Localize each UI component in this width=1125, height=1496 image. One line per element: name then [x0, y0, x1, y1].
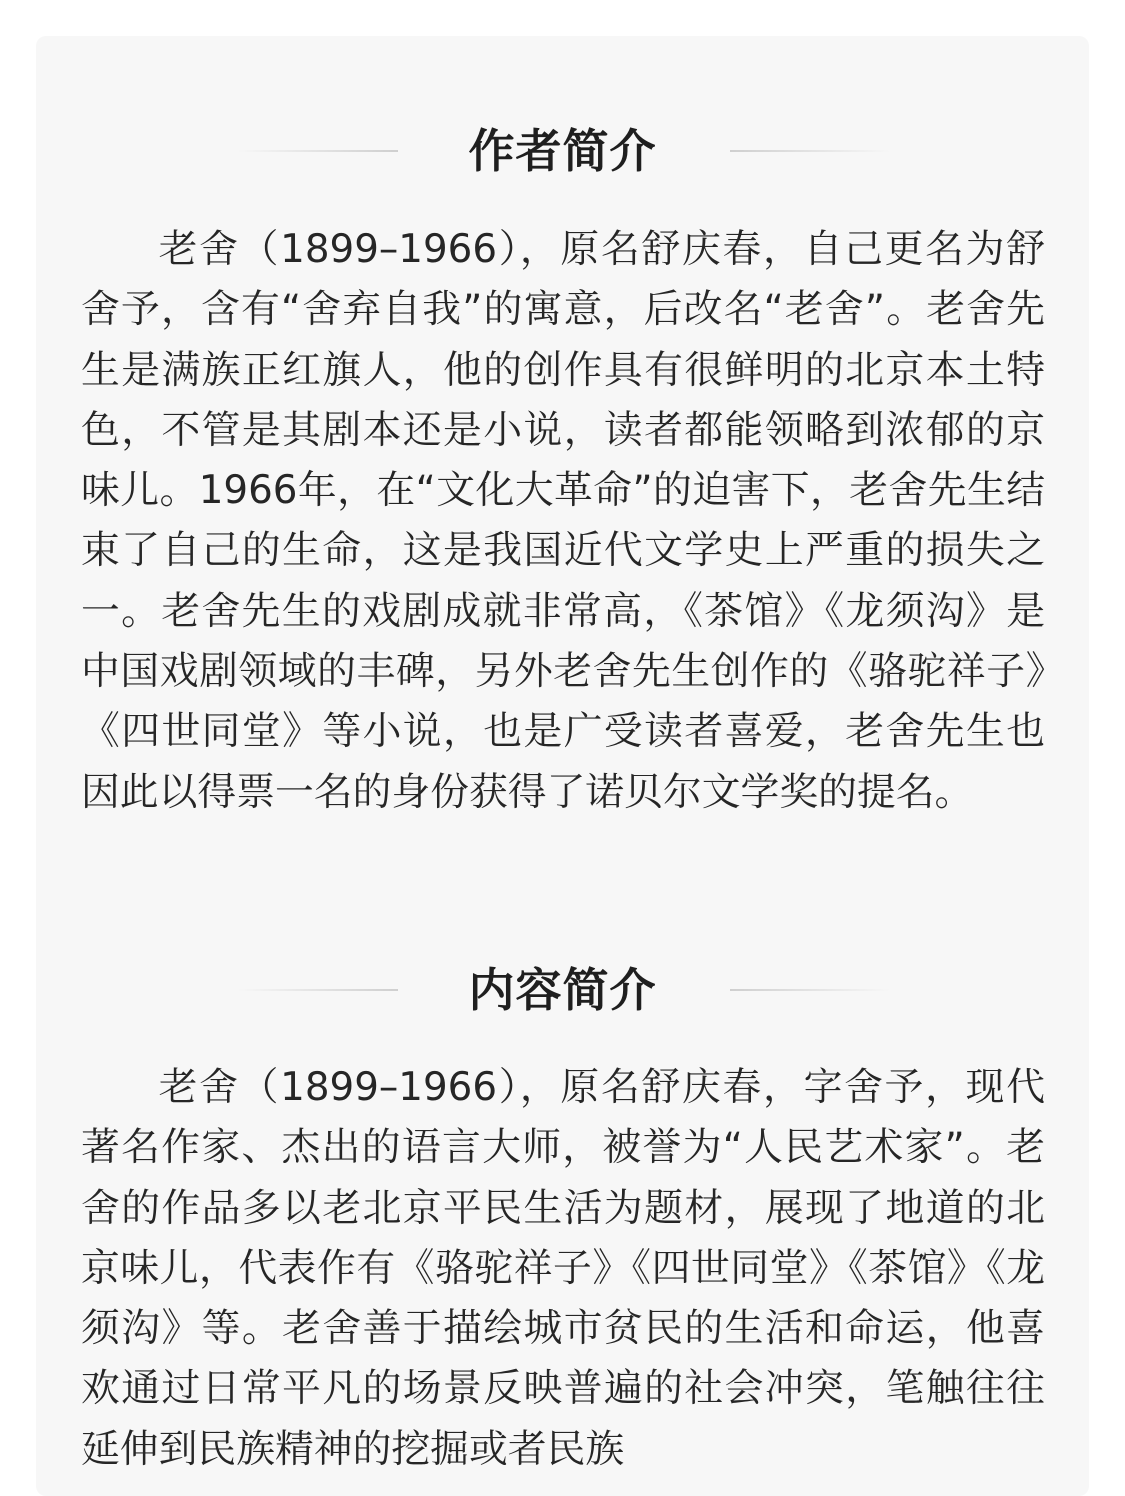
content-intro-header — [36, 960, 1089, 1020]
header-divider-right — [730, 150, 890, 152]
author-intro-title: 作者简介 — [468, 124, 657, 178]
author-intro-text: 老舍（1899–1966），原名舒庆春，自己更名为舒舍予，含有“舍弃自我”的寓意，后改名“老舍”。老舍先生是满族正红旗人，他的创作具有很鲜明的北京本土特色，不管是其剧本还是小说，读者都能领略到浓郁的京味儿。1966年，在“文化大革命”的迫害下，老舍先生结束了自己的生命，这是我国近代文学史上严重的损失之一。老舍先生的戏剧成就非常高，《茶馆》《龙须沟》是中国戏剧领域的丰碑，另外老舍先生创作的《骆驼祥子》《四世同堂》等小说，也是广受读者喜爱，老舍先生也因此以得票一名的身份获得了诺贝尔文学奖的提名。 — [81, 227, 1045, 815]
header-divider-right — [730, 989, 890, 991]
content-intro-text: 老舍（1899–1966），原名舒庆春，字舍予，现代著名作家、杰出的语言大师，被誉为“人民艺术家”。老舍的作品多以老北京平民生活为题材，展现了地道的北京味儿，代表作有《骆驼祥子》《四世同堂》《茶馆》《龙须沟》等。老舍善于描绘城市贫民的生活和命运，他喜欢通过日常平凡的场景反映普遍的社会冲突，笔触往往延伸到民族精神的挖掘或者民族 — [81, 1065, 1045, 1472]
author-intro-header — [36, 121, 1089, 181]
intro-card — [36, 36, 1089, 1496]
content-intro-title: 内容简介 — [468, 963, 657, 1017]
